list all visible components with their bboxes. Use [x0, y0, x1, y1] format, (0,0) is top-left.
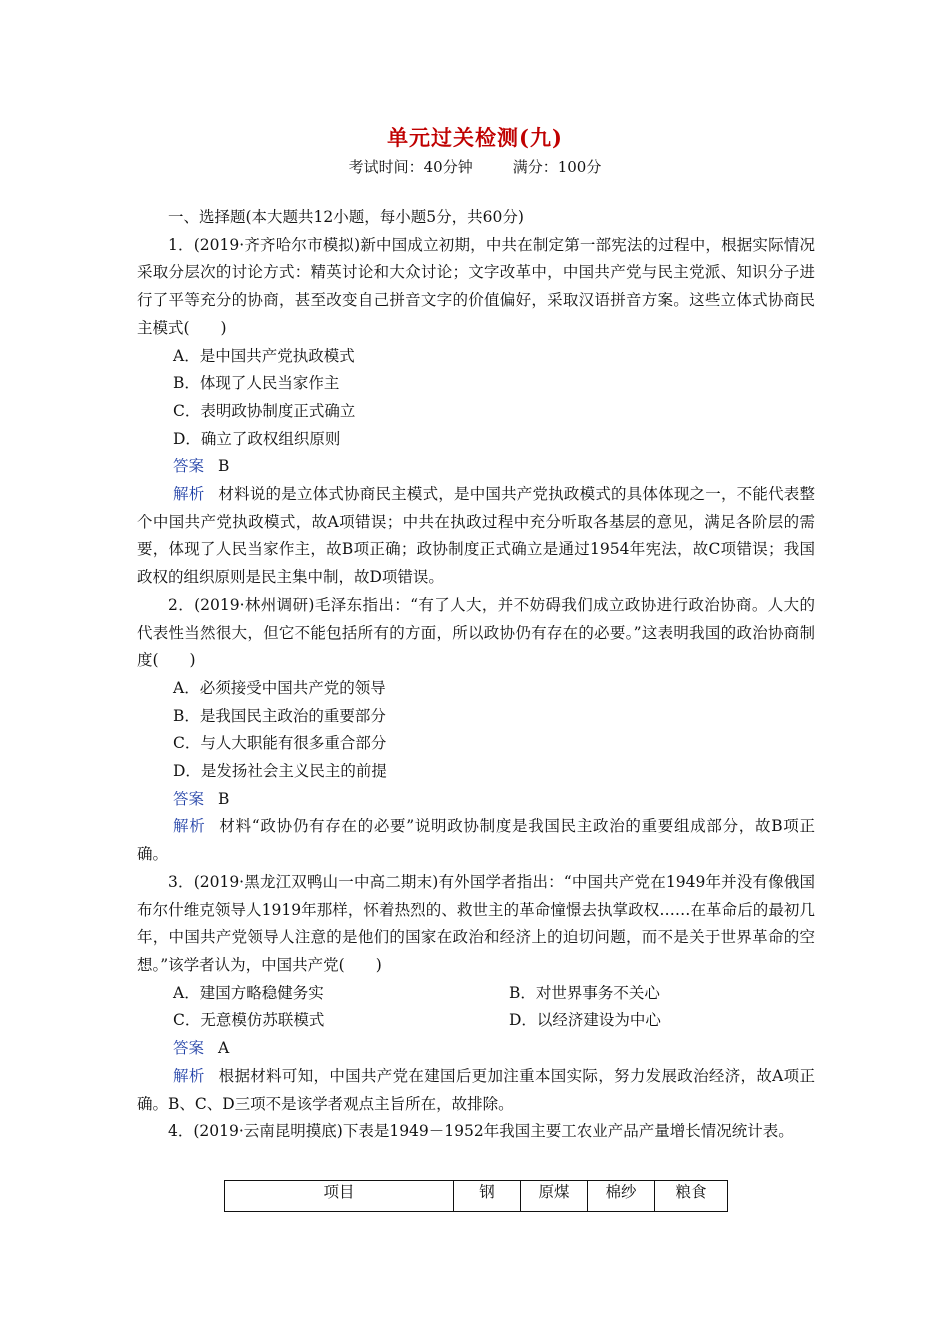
question-1-answer: [137, 453, 815, 481]
analysis-label: 解析: [173, 817, 206, 836]
answer-value: A: [218, 1039, 230, 1058]
section-heading: 一、选择题(本大题共12小题，每小题5分，共60分): [168, 208, 524, 226]
question-3-option-c: C．无意模仿苏联模式: [173, 1011, 325, 1030]
question-1-option-b: B．体现了人民当家作主: [173, 374, 340, 393]
question-3-answer: [137, 1035, 815, 1063]
exam-info: [0, 156, 950, 177]
analysis-label: 解析: [173, 485, 205, 504]
question-2-option-d: D．是发扬社会主义民主的前提: [173, 762, 387, 781]
table-header-grain: 粮食: [675, 1183, 707, 1201]
table-header-yarn: 棉纱: [588, 1181, 655, 1211]
question-1-option-d: D．确立了政权组织原则: [173, 429, 341, 448]
question-3-options-row-1: [137, 980, 815, 1008]
table-header-coal: 原煤: [521, 1181, 588, 1211]
answer-value: B: [218, 457, 230, 476]
answer-label: 答案: [173, 1039, 205, 1058]
exam-time: 考试时间：40分钟: [348, 158, 473, 176]
question-3-option-d: D．以经济建设为中心: [509, 1011, 661, 1030]
answer-label: 答案: [173, 457, 205, 476]
analysis-text: 材料说的是立体式协商民主模式，是中国共产党执政模式的具体体现之一，不能代表整个中国共产党执政模式，故A项错误；中共在执政过程中充分听取各基层的意见，满足各阶层的需要，体现了人民当家作主，故B项正确；政协制度正式确立是通过1954年宪法，故C项错误；我国政权的组织原则是民主集中制，故D项错误。: [137, 485, 815, 587]
question-4-stem: 4．(2019·云南昆明摸底)下表是1949－1952年我国主要工农业产品产量增长情况统计表。: [168, 1122, 794, 1141]
question-1-stem: 1．(2019·齐齐哈尔市模拟)新中国成立初期，中共在制定第一部宪法的过程中，根据实际情况采取分层次的讨论方式：精英讨论和大众讨论；文字改革中，中国共产党与民主党派、知识分子进行了平等充分的协商，甚至改变自己拼音文字的价值偏好，采取汉语拼音方案。这些立体式协商民主模式( ): [137, 235, 815, 337]
question-2-analysis: [137, 813, 815, 868]
document-body: [137, 204, 815, 1146]
question-2-option-b: B．是我国民主政治的重要部分: [173, 706, 386, 725]
table-header-item: 项目: [225, 1181, 454, 1211]
question-3-options-row-2: [137, 1007, 815, 1035]
page-title: 单元过关检测(九): [387, 125, 563, 150]
question-2-option-a: A．必须接受中国共产党的领导: [173, 678, 386, 697]
question-3-option-b: B．对世界事务不关心: [509, 983, 660, 1002]
question-3-analysis: [137, 1063, 815, 1118]
table-header-steel: 钢: [454, 1181, 521, 1211]
question-3-stem: 3．(2019·黑龙江双鸭山一中高二期末)有外国学者指出：“中国共产党在1949年并没有像俄国布尔什维克领导人1919年那样，怀着热烈的、救世主的革命憧憬去执掌政权……在革命后的最初几年，中国共产党领导人注意的是他们的国家在政治和经济上的迫切问题，而不是关于世界革命的空想。”该学者认为，中国共产党( ): [137, 872, 815, 974]
question-1-analysis: [137, 481, 815, 592]
answer-value: B: [218, 789, 230, 808]
question-2-stem: 2．(2019·林州调研)毛泽东指出：“有了人大，并不妨碍我们成立政协进行政治协商。人大的代表性当然很大，但它不能包括所有的方面，所以政协仍有存在的必要。”这表明我国的政治协商制度( ): [137, 595, 815, 670]
question-1-option-a: A．是中国共产党执政模式: [173, 346, 355, 365]
question-3-option-a: A．建国方略稳健务实: [173, 983, 324, 1002]
question-2-answer: [137, 786, 815, 814]
analysis-text: 材料“政协仍有存在的必要”说明政协制度是我国民主政治的重要组成部分，故B项正确。: [137, 817, 815, 864]
question-2-option-c: C．与人大职能有很多重合部分: [173, 734, 387, 753]
question-1-option-c: C．表明政协制度正式确立: [173, 401, 356, 420]
statistics-table-header: [224, 1180, 728, 1212]
exam-score: 满分：100分: [512, 158, 602, 176]
analysis-label: 解析: [173, 1066, 205, 1085]
answer-label: 答案: [173, 789, 205, 808]
analysis-text: 根据材料可知，中国共产党在建国后更加注重本国实际，努力发展政治经济，故A项正确。B、C、D三项不是该学者观点主旨所在，故排除。: [137, 1066, 815, 1113]
